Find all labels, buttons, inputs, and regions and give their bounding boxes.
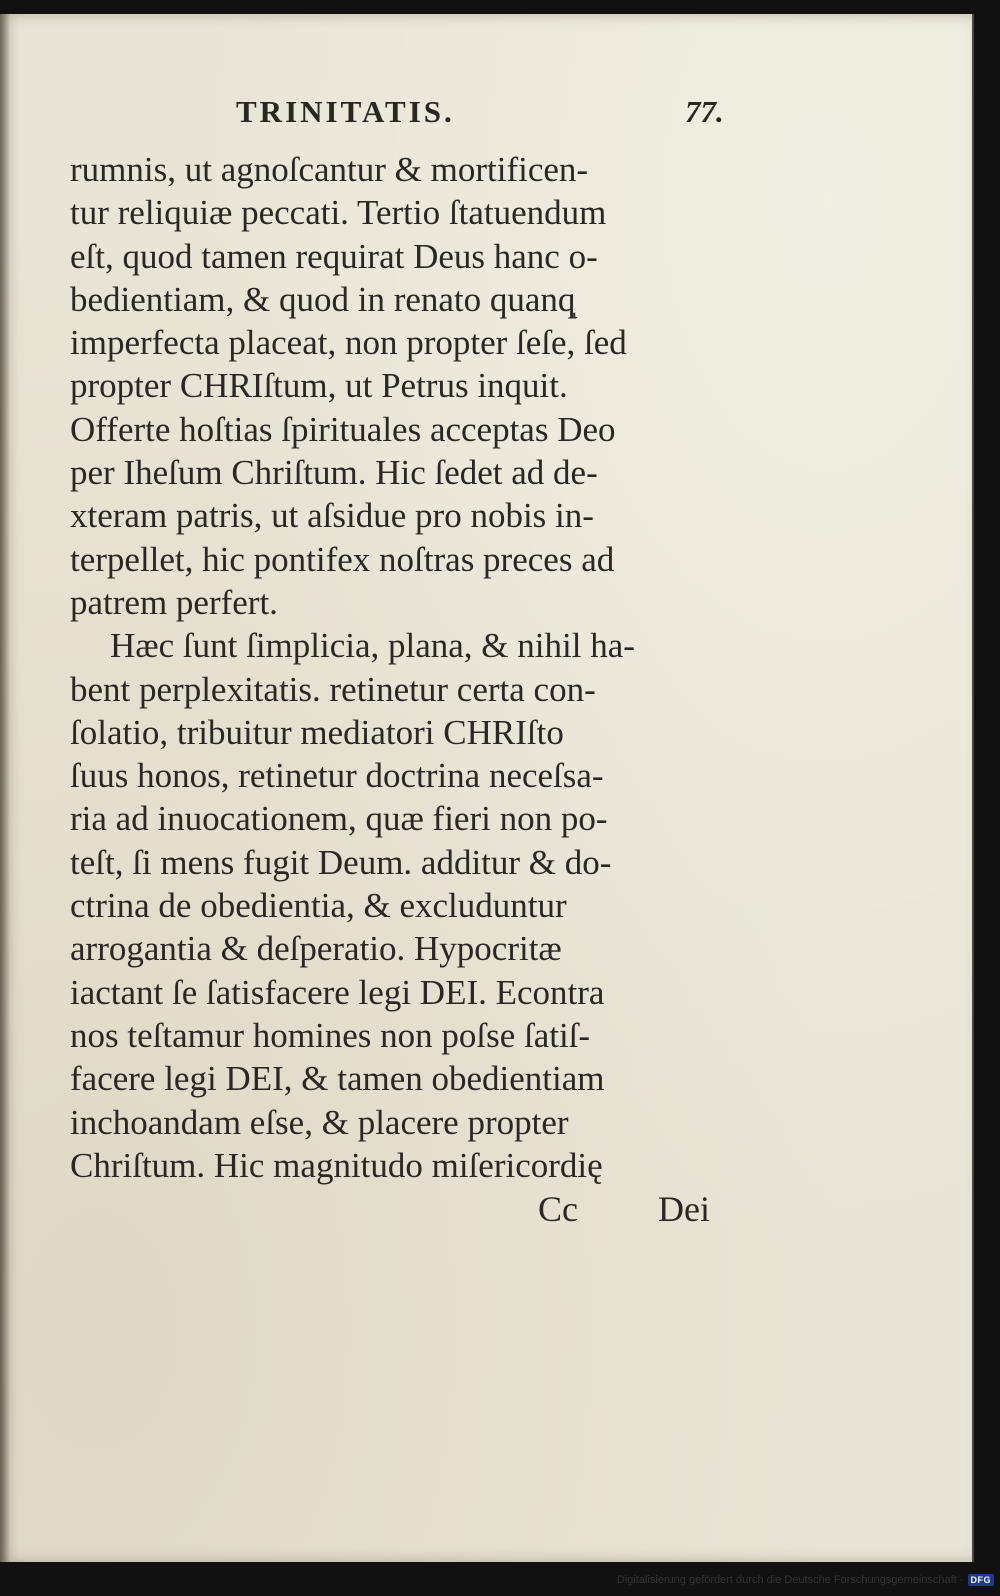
text-line: bedientiam, & quod in renato quanqͅ bbox=[70, 279, 576, 319]
text-line: inchoandam eſse, & placere propter bbox=[70, 1102, 569, 1142]
signature-mark: Cc bbox=[538, 1189, 578, 1229]
text-line: ria ad inuocationem, quæ fieri non po- bbox=[70, 799, 608, 839]
text-line: facere legi DEI, & tamen obedientiam bbox=[70, 1059, 605, 1099]
text-line: Chriſtum. Hic magnitudo miſericordię bbox=[70, 1145, 603, 1185]
paragraph-start-line: Hæc ſunt ſimplicia, plana, & nihil ha- bbox=[110, 626, 635, 666]
digitization-footer bbox=[617, 1568, 994, 1592]
text-line: xteram patris, ut aſsidue pro nobis in- bbox=[70, 496, 594, 536]
footer-text: Digitalisierung gefördert durch die Deutsche Forschungsgemeinschaft - bbox=[616, 1574, 964, 1586]
running-title: TRINITATIS. bbox=[236, 94, 455, 129]
text-line: iactant ſe ſatisfacere legi DEI. Econtra bbox=[70, 972, 605, 1012]
text-line: arrogantia & deſperatio. Hypocritæ bbox=[70, 929, 562, 969]
text-line: eſt, quod tamen requirat Deus hanc o- bbox=[70, 236, 598, 276]
text-line: per Iheſum Chriſtum. Hic ſedet ad de- bbox=[70, 453, 598, 493]
dfg-logo: DFG bbox=[968, 1574, 995, 1586]
text-line: imperfecta placeat, non propter ſeſe, ſed bbox=[70, 323, 627, 363]
text-line: teſt, ſi mens fugit Deum. additur & do- bbox=[70, 842, 612, 882]
text-line: ctrina de obedientia, & excluduntur bbox=[70, 886, 567, 926]
text-line: nos teſtamur homines non poſse ſatiſ- bbox=[70, 1015, 591, 1055]
catchword: Dei bbox=[658, 1189, 710, 1229]
text-line: ſuus honos, retinetur doctrina neceſsa- bbox=[70, 756, 604, 796]
text-line: Offerte hoſtias ſpirituales acceptas Deo bbox=[70, 409, 616, 449]
folio-number: 77. bbox=[685, 94, 724, 129]
catch-line bbox=[70, 1188, 750, 1232]
text-block bbox=[70, 148, 750, 1187]
text-line: bent perplexitatis. retinetur certa con- bbox=[70, 669, 596, 709]
text-line: tur reliquiæ peccati. Tertio ſtatuendum bbox=[70, 193, 607, 233]
text-line: patrem perfert. bbox=[70, 582, 278, 622]
text-line: propter CHRIſtum, ut Petrus inquit. bbox=[70, 366, 568, 406]
spine-shadow bbox=[0, 14, 10, 1562]
text-line: ſolatio, tribuitur mediatori CHRIſto bbox=[70, 712, 564, 752]
text-line: rumnis, ut agnoſcantur & mortificen- bbox=[70, 150, 589, 189]
text-line: terpellet, hic pontifex noſtras preces ad bbox=[70, 539, 615, 579]
running-head bbox=[70, 94, 740, 138]
